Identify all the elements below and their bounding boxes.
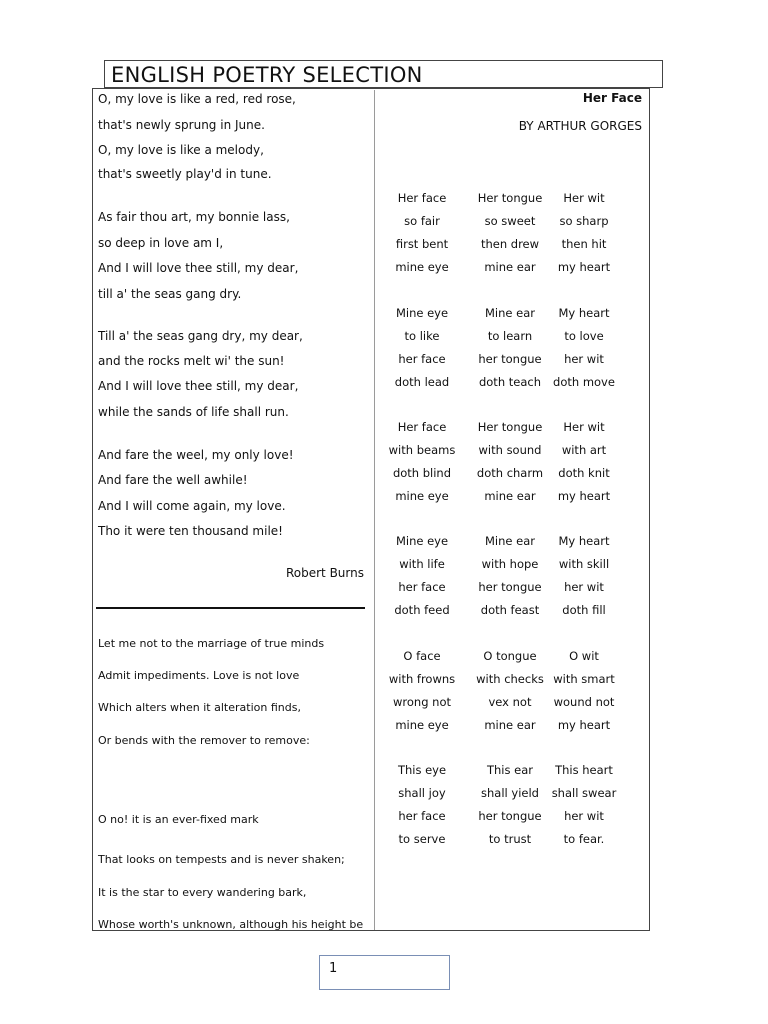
her-face-cell: vex not (488, 695, 532, 709)
her-face-cell: to love (564, 329, 604, 343)
poem-line: Tho it were ten thousand mile! (98, 524, 283, 538)
her-face-cell: her wit (564, 580, 604, 594)
her-face-cell: O wit (569, 649, 599, 663)
her-face-cell: her tongue (478, 580, 542, 594)
her-face-cell: This heart (555, 763, 613, 777)
her-face-cell: my heart (557, 718, 611, 732)
her-face-cell: Her face (397, 420, 447, 434)
her-face-cell: to learn (487, 329, 533, 343)
poem-line: and the rocks melt wi' the sun! (98, 354, 285, 368)
her-face-cell: her face (398, 352, 446, 366)
poem-line: And fare the weel, my only love! (98, 448, 294, 462)
her-face-cell: Mine ear (485, 534, 535, 548)
her-face-cell: to trust (488, 832, 532, 846)
her-face-cell: her tongue (478, 809, 542, 823)
her-face-cell: then hit (561, 237, 607, 251)
her-face-cell: so fair (404, 214, 440, 228)
her-face-cell: Mine ear (485, 306, 535, 320)
her-face-cell: doth knit (558, 466, 610, 480)
her-face-cell: to serve (398, 832, 446, 846)
poem-line: O, my love is like a red, red rose, (98, 92, 296, 106)
her-face-cell: Her face (397, 191, 447, 205)
her-face-cell: doth blind (392, 466, 452, 480)
poem-title-her-face: Her Face (582, 91, 642, 105)
her-face-cell: Her tongue (477, 420, 543, 434)
her-face-cell: mine ear (484, 260, 536, 274)
her-face-cell: mine eye (395, 489, 449, 503)
column-divider (374, 90, 375, 930)
her-face-cell: This ear (486, 763, 533, 777)
her-face-cell: shall swear (551, 786, 617, 800)
her-face-cell: My heart (558, 306, 610, 320)
her-face-cell: her face (398, 580, 446, 594)
poem-line: O, my love is like a melody, (98, 143, 264, 157)
poem-author-gorges: BY ARTHUR GORGES (518, 119, 642, 133)
poem-line: that's newly sprung in June. (98, 118, 265, 132)
poem-line: And I will love thee still, my dear, (98, 261, 299, 275)
her-face-cell: mine eye (395, 260, 449, 274)
her-face-cell: so sharp (559, 214, 609, 228)
her-face-cell: then drew (480, 237, 540, 251)
her-face-cell: doth charm (476, 466, 544, 480)
her-face-cell: doth lead (394, 375, 450, 389)
her-face-cell: doth move (553, 375, 615, 389)
her-face-cell: her tongue (478, 352, 542, 366)
poem-line: Let me not to the marriage of true minds (98, 637, 325, 650)
her-face-cell: with sound (478, 443, 542, 457)
her-face-cell: doth fill (562, 603, 606, 617)
her-face-cell: with art (561, 443, 607, 457)
her-face-cell: her face (398, 809, 446, 823)
her-face-cell: with hope (481, 557, 539, 571)
document-title: ENGLISH POETRY SELECTION (104, 60, 663, 88)
her-face-cell: with smart (553, 672, 615, 686)
her-face-cell: Mine eye (395, 534, 449, 548)
her-face-cell: with frowns (388, 672, 456, 686)
poem-line: That looks on tempests and is never shaken; (98, 853, 345, 866)
her-face-cell: with checks (476, 672, 544, 686)
section-rule (96, 607, 365, 609)
her-face-cell: mine ear (484, 718, 536, 732)
poem-line: And I will love thee still, my dear, (98, 379, 299, 393)
her-face-cell: so sweet (484, 214, 536, 228)
her-face-cell: first bent (395, 237, 449, 251)
her-face-cell: doth teach (478, 375, 542, 389)
her-face-cell: mine ear (484, 489, 536, 503)
her-face-cell: with life (399, 557, 445, 571)
her-face-cell: to like (404, 329, 440, 343)
her-face-cell: her wit (564, 352, 604, 366)
her-face-cell: her wit (564, 809, 604, 823)
her-face-cell: O tongue (483, 649, 537, 663)
her-face-cell: mine eye (395, 718, 449, 732)
poem-line: so deep in love am I, (98, 236, 224, 250)
her-face-cell: doth feast (480, 603, 540, 617)
her-face-cell: shall yield (481, 786, 539, 800)
her-face-cell: My heart (558, 534, 610, 548)
poem-line: that's sweetly play'd in tune. (98, 167, 272, 181)
her-face-cell: doth feed (394, 603, 450, 617)
page-number: 1 (319, 955, 450, 990)
poem-line: Till a' the seas gang dry, my dear, (98, 329, 303, 343)
her-face-cell: shall joy (398, 786, 446, 800)
her-face-cell: Mine eye (395, 306, 449, 320)
her-face-cell: This eye (397, 763, 447, 777)
poem-line: And I will come again, my love. (98, 499, 286, 513)
poem-line: Whose worth's unknown, although his height be (98, 918, 364, 931)
poem-line: As fair thou art, my bonnie lass, (98, 210, 290, 224)
her-face-cell: Her wit (563, 420, 605, 434)
her-face-cell: my heart (557, 260, 611, 274)
her-face-cell: O face (403, 649, 441, 663)
poem-line: Admit impediments. Love is not love (98, 669, 300, 682)
poem-line: It is the star to every wandering bark, (98, 886, 307, 899)
her-face-cell: wrong not (393, 695, 451, 709)
poem-line: Which alters when it alteration finds, (98, 701, 301, 714)
her-face-cell: my heart (557, 489, 611, 503)
poem-line: while the sands of life shall run. (98, 405, 289, 419)
poem-line: O no! it is an ever-fixed mark (98, 813, 259, 826)
her-face-cell: to fear. (563, 832, 605, 846)
her-face-cell: wound not (553, 695, 615, 709)
her-face-cell: with skill (558, 557, 610, 571)
poem-author-burns: Robert Burns (285, 566, 364, 580)
poem-line: till a' the seas gang dry. (98, 287, 242, 301)
her-face-cell: Her tongue (477, 191, 543, 205)
poem-line: Or bends with the remover to remove: (98, 734, 310, 747)
poem-line: And fare the well awhile! (98, 473, 248, 487)
her-face-cell: with beams (388, 443, 456, 457)
her-face-cell: Her wit (563, 191, 605, 205)
